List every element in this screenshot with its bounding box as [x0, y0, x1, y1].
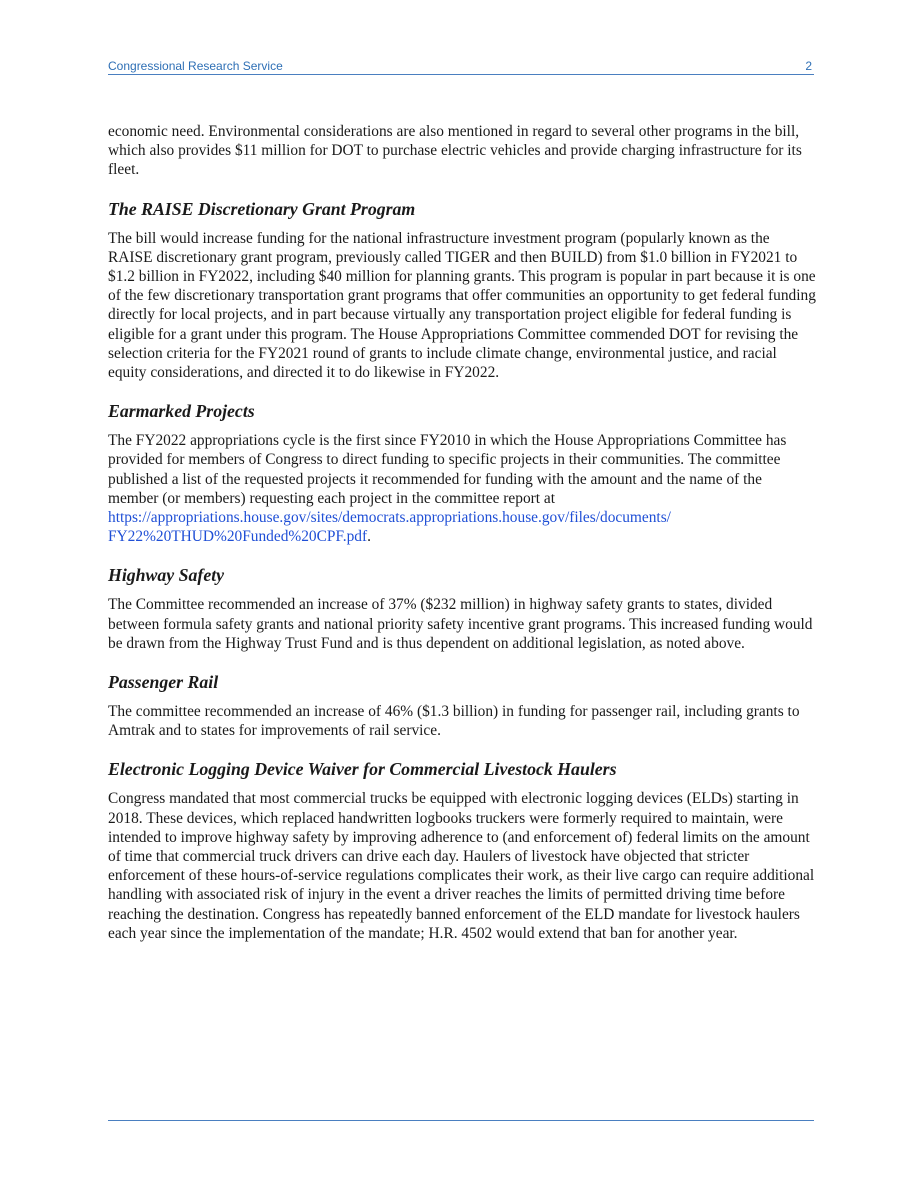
passenger-rail-heading: Passenger Rail	[108, 672, 219, 693]
highway-safety-heading: Highway Safety	[108, 565, 225, 586]
highway-safety-paragraph: The Committee recommended an increase of 37% ($232 million) in highway safety grants to states, divided between formula safety grants and national priority safety incentive grant programs. This increased funding would be drawn from the Highway Trust Fund and is thus dependent on additional legislation, as noted above.	[108, 596, 813, 652]
committee-report-link[interactable]	[108, 509, 671, 545]
eld-waiver-paragraph: Congress mandated that most commercial trucks be equipped with electronic logging devices (ELDs) starting in 2018. These devices, which replaced handwritten logbooks truckers were formerly required to maintain, were intended to improve highway safety by improving adherence to (and enforcement of) federal limits on the amount of time that commercial truck drivers can drive each day. Haulers of livestock have objected that stricter enforcement of these hours-of-service regulations complicates their work, as their live cargo can require additional handling with associated risk of injury in the event a driver reaches the limits of permitted driving time before reaching the destination. Congress has repeatedly banned enforcement of the ELD mandate for livestock haulers each year since the implementation of the mandate; H.R. 4502 would extend that ban for another year.	[108, 790, 815, 942]
footer-rule	[108, 1120, 814, 1121]
earmarked-paragraph	[108, 431, 816, 546]
passenger-rail-paragraph: The committee recommended an increase of 46% ($1.3 billion) in funding for passenger rail, including grants to Amtrak and to states for improvements of rail service.	[108, 703, 800, 740]
eld-waiver-heading: Electronic Logging Device Waiver for Commercial Livestock Haulers	[108, 759, 617, 780]
page-header	[108, 58, 814, 75]
earmarked-text: The FY2022 appropriations cycle is the first since FY2010 in which the House Appropriations Committee has provided for members of Congress to direct funding to specific projects in their communities. The committee published a list of the requested projects it recommended for funding with the amount and the name of the member (or members) requesting each project in the committee report at	[108, 432, 787, 507]
document-body	[108, 122, 816, 961]
link-line-2: FY22%20THUD%20Funded%20CPF.pdf	[108, 528, 368, 546]
intro-paragraph: economic need. Environmental considerations are also mentioned in regard to several other programs in the bill, which also provides $11 million for DOT to purchase electric vehicles and provide charging infrastructure for its fleet.	[108, 123, 802, 179]
page-number: 2	[805, 59, 812, 73]
link-end-period: .	[367, 528, 371, 546]
raise-paragraph: The bill would increase funding for the national infrastructure investment program (popularly known as the RAISE discretionary grant program, previously called TIGER and then BUILD) from $1.0 billion in FY2021 to $1.2 billion in FY2022, including $40 million for planning grants. This program is popular in part because it is one of the few discretionary transportation grant programs that offer communities an opportunity to get federal funding directly for local projects, and in part because virtually any transportation project eligible for federal funding is eligible for a grant under this program. The House Appropriations Committee commended DOT for revising the selection criteria for the FY2021 round of grants to include climate change, environmental justice, and racial equity considerations, and directed it to do likewise in FY2022.	[108, 229, 816, 382]
earmarked-heading: Earmarked Projects	[108, 401, 255, 422]
header-org-name: Congressional Research Service	[108, 59, 283, 73]
link-line-1: https://appropriations.house.gov/sites/democrats.appropriations.house.gov/files/documents/	[108, 509, 671, 527]
raise-heading: The RAISE Discretionary Grant Program	[108, 198, 416, 219]
